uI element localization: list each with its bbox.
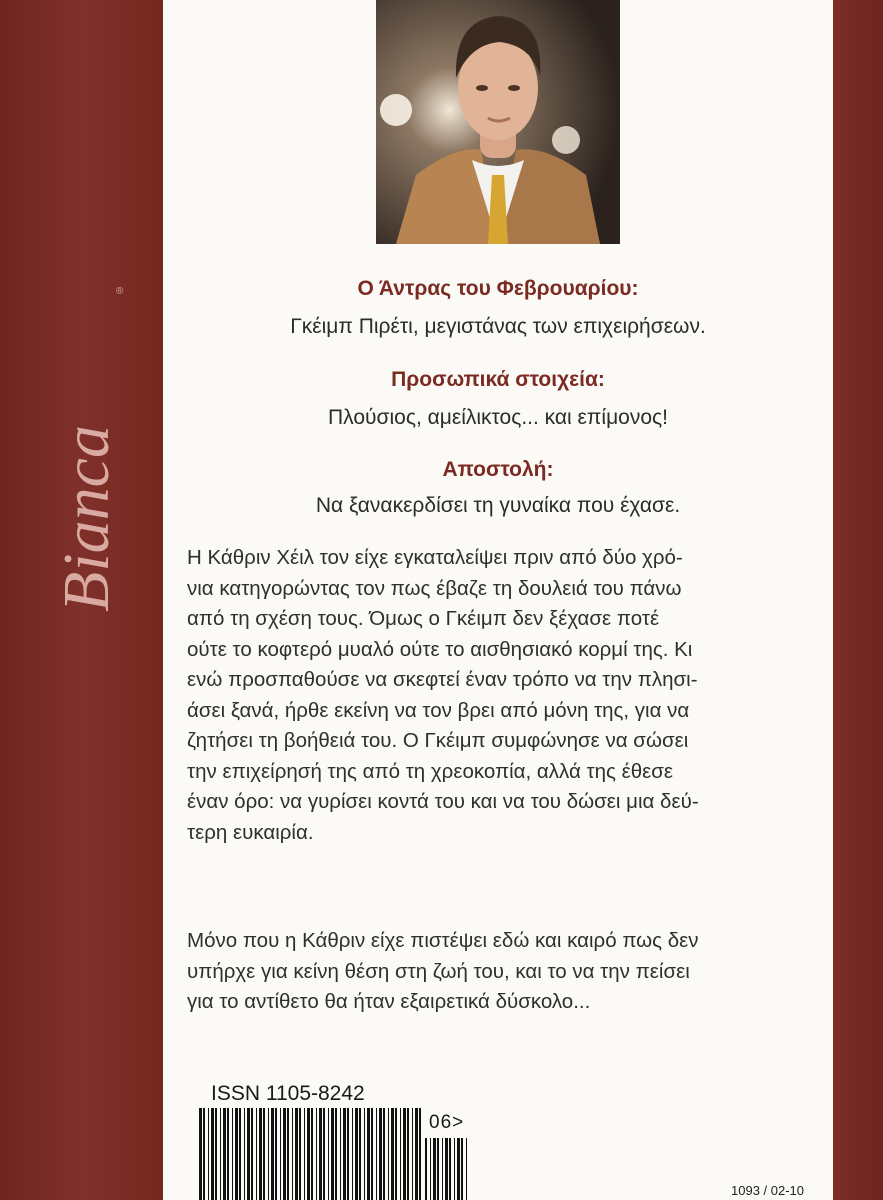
barcode-bar — [271, 1108, 274, 1200]
barcode-icon — [199, 1108, 439, 1200]
barcode-bar — [379, 1108, 382, 1200]
barcode-bar — [295, 1108, 298, 1200]
barcode-bar — [445, 1138, 448, 1200]
back-cover-panel — [163, 0, 833, 1200]
barcode-bar — [307, 1108, 310, 1200]
barcode-bar — [364, 1108, 365, 1200]
barcode-bar — [203, 1108, 205, 1200]
barcode-bar — [400, 1108, 401, 1200]
barcode-bar — [328, 1108, 329, 1200]
barcode-addon-number — [429, 1112, 464, 1134]
barcode-bar — [211, 1108, 214, 1200]
barcode-bar — [466, 1138, 467, 1200]
barcode-bar — [412, 1108, 413, 1200]
man-in-suit-portrait-icon — [376, 0, 620, 244]
barcode-bar — [239, 1108, 241, 1200]
paragraph-line: από τη σχέση τους. Όμως ο Γκέιμπ δεν ξέχασε ποτέ — [187, 607, 660, 630]
barcode-bar — [323, 1108, 325, 1200]
barcode-bar — [247, 1108, 250, 1200]
barcode-bar — [220, 1108, 221, 1200]
barcode-bar — [335, 1108, 337, 1200]
section-text-man-of-month: Γκέιμπ Πιρέτι, μεγιστάνας των επιχειρήσεων. — [290, 315, 706, 338]
paragraph-line: Η Κάθριν Χέιλ τον είχε εγκαταλείψει πριν από δύο χρό- — [187, 546, 683, 569]
barcode-bar — [275, 1108, 277, 1200]
paragraph-line: ούτε το κοφτερό μυαλό ούτε το αισθησιακό κορμί της. Κι — [187, 637, 693, 661]
cover-photo — [376, 0, 620, 244]
section-heading-man-of-month: Ο Άντρας του Φεβρουαρίου: — [357, 277, 639, 300]
barcode-bar — [352, 1108, 353, 1200]
paragraph-line: τερη ευκαιρία. — [187, 820, 314, 844]
paragraph-line: ζητήσει τη βοήθειά του. Ο Γκέιμπ συμφώνησε να σώσει — [187, 729, 689, 752]
barcode-bar — [299, 1108, 301, 1200]
bianca-logo-text: Bianca — [50, 425, 123, 612]
barcode-bar — [371, 1108, 373, 1200]
barcode-bar — [425, 1138, 427, 1200]
synopsis-paragraph-2 — [187, 926, 777, 1018]
section-heading-mission: Αποστολή: — [442, 458, 554, 481]
barcode-bar — [215, 1108, 217, 1200]
registered-mark: ® — [116, 286, 124, 297]
barcode-bar — [419, 1108, 421, 1200]
barcode-bar — [199, 1108, 202, 1200]
barcode-bar — [235, 1108, 238, 1200]
barcode-bar — [388, 1108, 389, 1200]
barcode-bar — [311, 1108, 313, 1200]
paragraph-line: Μόνο που η Κάθριν είχε πιστέψει εδώ και καιρό πως δεν — [187, 929, 699, 952]
barcode-bar — [340, 1108, 341, 1200]
barcode-bar — [461, 1138, 463, 1200]
barcode-bar — [287, 1108, 289, 1200]
issue-code: 1093 / 02-10 — [731, 1183, 805, 1198]
barcode-bar — [343, 1108, 346, 1200]
paragraph-line: για το αντίθετο θα ήταν εξαιρετικά δύσκολο... — [187, 990, 591, 1013]
barcode-bar — [319, 1108, 322, 1200]
paragraph-line: έναν όρο: να γυρίσει κοντά του και να του δώσει μια δεύ- — [187, 790, 699, 813]
barcode-bar — [304, 1108, 305, 1200]
bianca-logo — [20, 280, 140, 620]
barcode-bar — [367, 1108, 370, 1200]
barcode-bar — [403, 1108, 406, 1200]
barcode-bar — [280, 1108, 281, 1200]
barcode-addon-digits: 06 — [429, 1112, 453, 1133]
barcode-bar — [223, 1108, 226, 1200]
barcode-bar — [227, 1108, 229, 1200]
barcode-bar — [292, 1108, 293, 1200]
barcode-bar — [457, 1138, 460, 1200]
paragraph-line: ενώ προσπαθούσε να σκεφτεί έναν τρόπο να την πλησι- — [187, 668, 698, 691]
barcode-bar — [454, 1138, 455, 1200]
barcode-bar — [244, 1108, 245, 1200]
right-border-band — [833, 0, 883, 1200]
paragraph-line: την επιχείρησή της από τη χρεοκοπία, αλλά της έθεσε — [187, 759, 674, 783]
barcode-bar — [331, 1108, 334, 1200]
barcode-bar — [251, 1108, 253, 1200]
barcode-addon-mark: > — [452, 1112, 465, 1133]
barcode-bar — [430, 1138, 431, 1200]
barcode-bar — [376, 1108, 377, 1200]
section-text-mission: Να ξανακερδίσει τη γυναίκα που έχασε. — [315, 494, 681, 517]
barcode-bar — [442, 1138, 443, 1200]
issn-number: ISSN 1105-8242 — [211, 1082, 365, 1105]
barcode-bar — [232, 1108, 233, 1200]
barcode-bar — [395, 1108, 397, 1200]
paragraph-line: υπήρχε για κείνη θέση στη ζωή του, και το να την πείσει — [187, 959, 690, 983]
barcode-bar — [407, 1108, 409, 1200]
barcode-bar — [208, 1108, 209, 1200]
synopsis-paragraph-1 — [187, 543, 777, 848]
barcode-bar — [437, 1138, 439, 1200]
barcode-bar — [268, 1108, 269, 1200]
barcode-bar — [355, 1108, 358, 1200]
section-heading-personal-details: Προσωπικά στοιχεία: — [391, 368, 605, 391]
section-text-personal-details: Πλούσιος, αμείλικτος... και επίμονος! — [328, 406, 668, 429]
barcode-addon-icon — [425, 1138, 473, 1200]
barcode-bar — [391, 1108, 394, 1200]
paragraph-line: άσει ξανά, ήρθε εκείνη να τον βρει από μόνη της, για να — [187, 698, 690, 722]
barcode-bar — [347, 1108, 349, 1200]
barcode-bar — [256, 1108, 257, 1200]
barcode-bar — [415, 1108, 418, 1200]
barcode-bar — [316, 1108, 317, 1200]
paragraph-line: νια κατηγορώντας τον πως έβαζε τη δουλειά του πάνω — [187, 576, 682, 600]
barcode-bar — [263, 1108, 265, 1200]
barcode-bar — [433, 1138, 436, 1200]
barcode-bar — [283, 1108, 286, 1200]
barcode-bar — [383, 1108, 385, 1200]
barcode-bar — [449, 1138, 451, 1200]
barcode-bar — [359, 1108, 361, 1200]
barcode-bar — [259, 1108, 262, 1200]
